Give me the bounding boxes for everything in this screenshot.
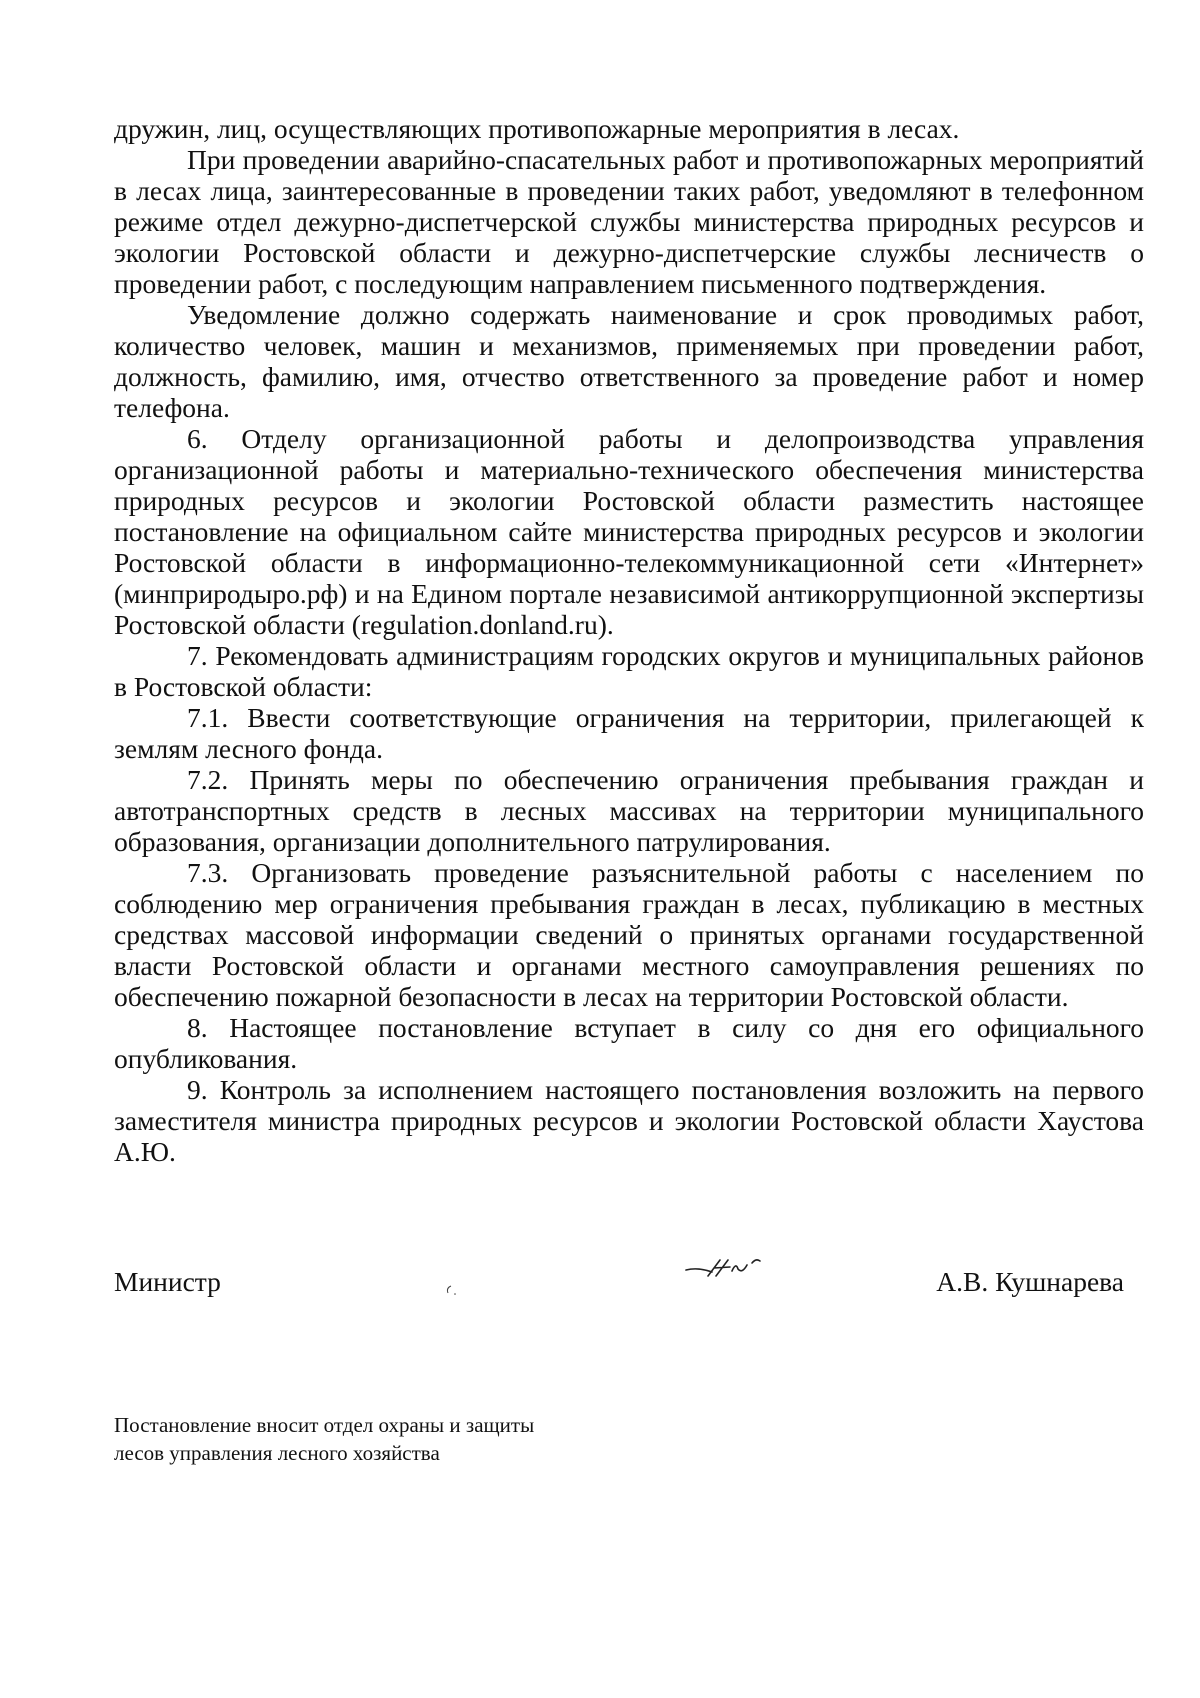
paragraph-continuation: дружин, лиц, осуществляющих противопожарные мероприятия в лесах.: [114, 113, 960, 144]
paragraph-item-7-3: 7.3. Организовать проведение разъяснительной работы с населением по соблюдению мер ограничения пребывания граждан в лесах, публикацию в местных средствах массовой информации сведений о принятых органами государственной власти Ростовской области и органами местного самоуправления решениях по обеспечению пожарной безопасности в лесах на территории Ростовской области.: [114, 857, 1144, 1012]
originator-note-line: Постановление вносит отдел охраны и защиты: [114, 1413, 535, 1437]
signatory-name: А.В. Кушнарева: [936, 1266, 1124, 1297]
paragraph-item-7: 7. Рекомендовать администрациям городских округов и муниципальных районов в Ростовской области:: [114, 640, 1144, 702]
paragraph-item-7-1: 7.1. Ввести соответствующие ограничения на территории, прилегающей к землям лесного фонда.: [114, 702, 1144, 764]
paragraph-item-7-2: 7.2. Принять меры по обеспечению ограничения пребывания граждан и автотранспортных средств в лесных массивах на территории муниципального образования, организации дополнительного патрулирования.: [114, 764, 1144, 857]
paragraph-item-9: 9. Контроль за исполнением настоящего постановления возложить на первого заместителя министра природных ресурсов и экологии Ростовской области Хаустова А.Ю.: [114, 1074, 1144, 1167]
scan-mark: [444, 1284, 458, 1296]
paragraph-item-8: 8. Настоящее постановление вступает в силу со дня его официального опубликования.: [114, 1012, 1144, 1074]
originator-note-line: лесов управления лесного хозяйства: [114, 1441, 440, 1465]
originator-note: [114, 1411, 674, 1467]
paragraph-rescue-works: При проведении аварийно-спасательных работ и противопожарных мероприятий в лесах лица, заинтересованные в проведении таких работ, уведомляют в телефонном режиме отдел дежурно-диспетчерской службы министерства природных ресурсов и экологии Ростовской области и дежурно-диспетчерские службы лесничеств о проведении работ, с последующим направлением письменного подтверждения.: [114, 144, 1144, 299]
paragraph-notification-content: Уведомление должно содержать наименование и срок проводимых работ, количество человек, машин и механизмов, применяемых при проведении работ, должность, фамилию, имя, отчество ответственного за проведение работ и номер телефона.: [114, 299, 1144, 423]
handwritten-signature: [684, 1254, 774, 1288]
signature-block: [114, 1266, 1124, 1306]
signatory-title: Министр: [114, 1266, 221, 1297]
paragraph-item-6: 6. Отделу организационной работы и делопроизводства управления организационной работы и материально-технического обеспечения министерства природных ресурсов и экологии Ростовской области разместить настоящее постановление на официальном сайте министерства природных ресурсов и экологии Ростовской области в информационно-телекоммуникационной сети «Интернет» (минприродыро.рф) и на Едином портале независимой антикоррупционной экспертизы Ростовской области (regulation.donland.ru).: [114, 423, 1144, 640]
document-body: [114, 113, 1144, 1167]
